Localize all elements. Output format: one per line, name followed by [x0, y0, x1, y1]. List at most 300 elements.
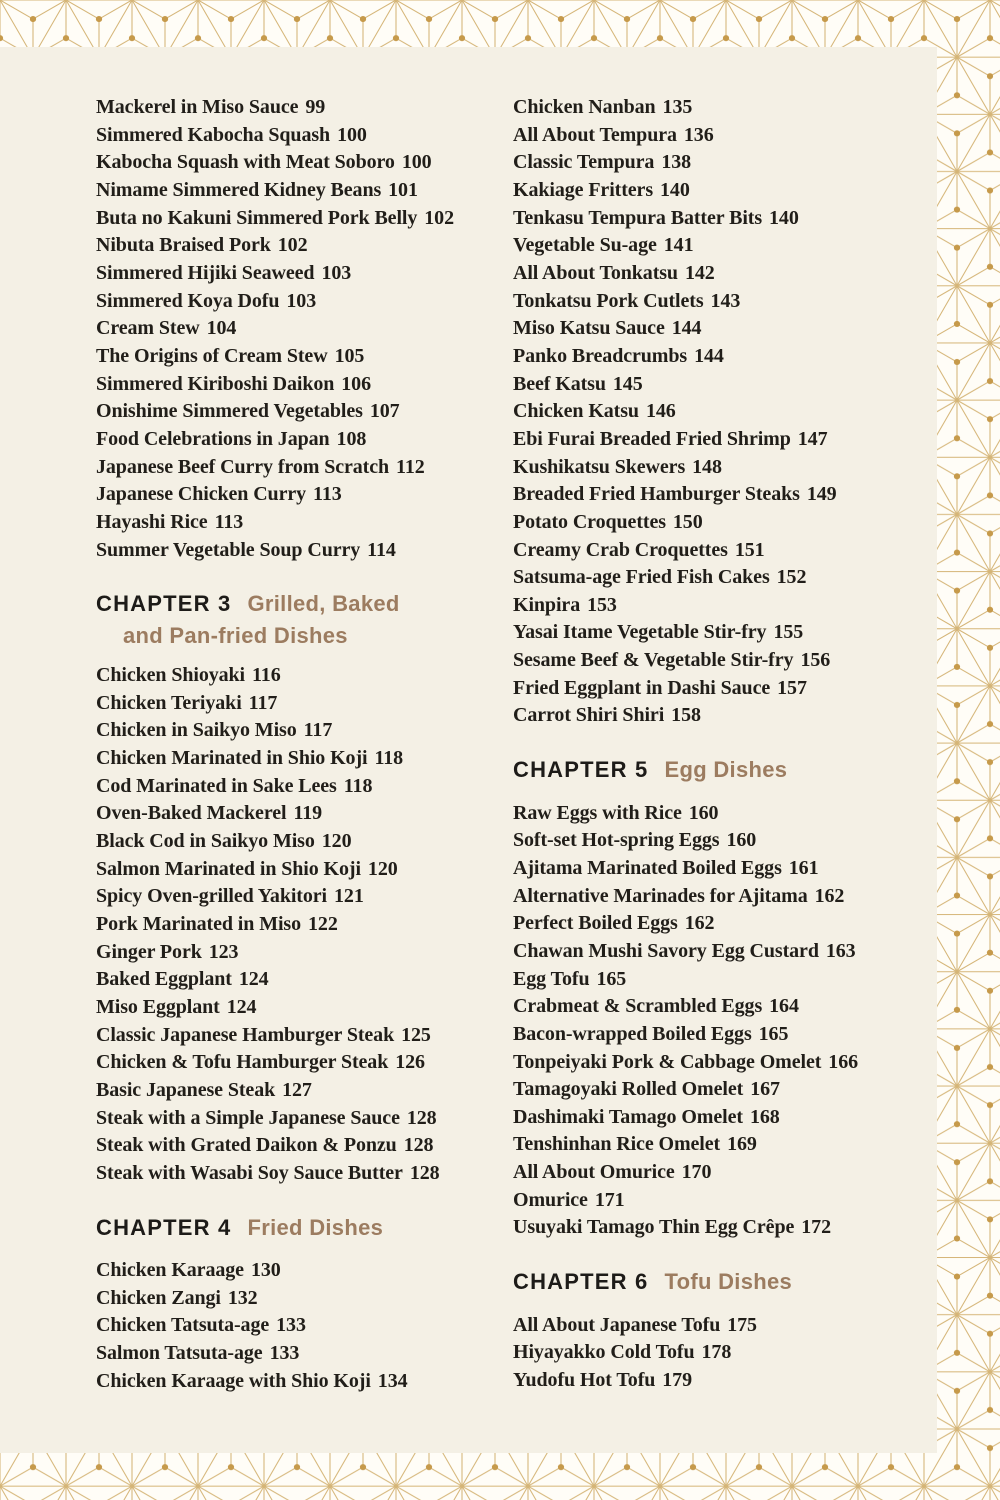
entry-title: Sesame Beef & Vegetable Stir-fry: [513, 649, 794, 672]
toc-block: [96, 205, 513, 233]
entry-title: Chicken Nanban: [513, 96, 656, 118]
entry-page-number: 144: [694, 344, 724, 367]
entry-title: Yudofu Hot Tofu: [513, 1368, 656, 1391]
entry-page-number: 117: [303, 719, 333, 742]
toc-entry: [513, 398, 937, 426]
toc-entry: [513, 827, 937, 855]
chapter-title: Grilled, Baked: [247, 591, 400, 617]
toc-block: [96, 1160, 513, 1188]
toc-entry: [96, 717, 513, 745]
entry-page-number: 99: [305, 96, 326, 118]
toc-entry: [513, 1339, 937, 1367]
toc-entry: [513, 564, 937, 592]
toc-entry: [513, 1159, 937, 1187]
toc-block: [513, 966, 937, 994]
toc-entry: [513, 177, 937, 205]
toc-entry: [96, 1312, 513, 1340]
entry-title: Chicken & Tofu Hamburger Steak: [96, 1051, 389, 1074]
entry-page-number: 160: [688, 801, 719, 824]
entry-title: Buta no Kakuni Simmered Pork Belly: [96, 206, 418, 229]
entry-page-number: 128: [409, 1161, 440, 1184]
entry-page-number: 128: [403, 1134, 434, 1157]
toc-entry: [96, 856, 513, 884]
entry-page-number: 103: [321, 261, 352, 284]
entry-title: Hiyayakko Cold Tofu: [513, 1341, 695, 1364]
entry-title: Tonkatsu Pork Cutlets: [513, 289, 704, 312]
entry-title: Japanese Beef Curry from Scratch: [96, 455, 390, 478]
toc-block: [513, 1049, 937, 1077]
entry-title: Nibuta Braised Pork: [96, 234, 271, 257]
toc-block: [513, 855, 937, 883]
entry-page-number: 175: [727, 1313, 757, 1336]
toc-block: [513, 883, 937, 911]
entry-page-number: 150: [672, 510, 703, 533]
entry-title: Japanese Chicken Curry: [96, 483, 307, 506]
toc-block: [513, 675, 937, 703]
entry-page-number: 120: [367, 857, 398, 880]
toc-block: [96, 509, 513, 537]
toc-block: [513, 1268, 937, 1300]
toc-block: [513, 938, 937, 966]
toc-entry: [513, 1104, 937, 1132]
entry-page-number: 126: [395, 1051, 425, 1074]
toc-block: [513, 94, 937, 122]
toc-block: [96, 773, 513, 801]
toc-entry: [513, 1076, 937, 1104]
chapter-heading: [96, 1214, 513, 1246]
toc-entry: [513, 260, 937, 288]
entry-page-number: 133: [269, 1342, 300, 1365]
entry-title: Raw Eggs with Rice: [513, 801, 682, 824]
entry-title: Potato Croquettes: [513, 510, 666, 533]
toc-block: [513, 315, 937, 343]
entry-title: Dashimaki Tamago Omelet: [513, 1105, 743, 1128]
entry-title: Oven-Baked Mackerel: [96, 802, 287, 825]
toc-block: [96, 717, 513, 745]
toc-entry: [96, 1368, 513, 1396]
toc-block: [96, 1132, 513, 1160]
toc-entry: [513, 966, 937, 994]
toc-block: [513, 177, 937, 205]
entry-title: All About Tonkatsu: [513, 261, 678, 284]
toc-block: [96, 883, 513, 911]
entry-title: Steak with Grated Daikon & Ponzu: [96, 1134, 397, 1157]
entry-title: Kabocha Squash with Meat Soboro: [96, 151, 395, 174]
entry-title: Ebi Furai Breaded Fried Shrimp: [513, 427, 791, 450]
entry-title: Cream Stew: [96, 317, 200, 340]
toc-entry: [513, 1214, 937, 1242]
toc-entry: [96, 883, 513, 911]
entry-title: Summer Vegetable Soup Curry: [96, 538, 361, 561]
toc-entry: [513, 1131, 937, 1159]
toc-entry: [96, 315, 513, 343]
toc-entry: [513, 509, 937, 537]
toc-block: [513, 1312, 937, 1340]
toc-block: [513, 454, 937, 482]
entry-title: Cod Marinated in Sake Lees: [96, 774, 337, 797]
entry-page-number: 146: [645, 400, 676, 423]
toc-entry: [96, 232, 513, 260]
toc-entry: [513, 537, 937, 565]
toc-column-left: [96, 94, 513, 1395]
toc-block: [96, 994, 513, 1022]
chapter-title: Tofu Dishes: [664, 1269, 793, 1295]
entry-page-number: 153: [587, 593, 617, 616]
toc-block: [96, 911, 513, 939]
entry-title: Tenkasu Tempura Batter Bits: [513, 206, 763, 229]
entry-title: Ginger Pork: [96, 940, 202, 963]
toc-entry: [96, 177, 513, 205]
entry-page-number: 169: [727, 1133, 757, 1156]
entry-title: Hayashi Rice: [96, 510, 208, 533]
toc-entry: [96, 1022, 513, 1050]
entry-page-number: 143: [710, 289, 741, 312]
entry-title: All About Japanese Tofu: [513, 1313, 721, 1336]
toc-block: [513, 509, 937, 537]
entry-title: Bacon-wrapped Boiled Eggs: [513, 1022, 752, 1045]
toc-entry: [96, 426, 513, 454]
toc-block: [513, 1076, 937, 1104]
toc-entry: [96, 800, 513, 828]
toc-block: [96, 398, 513, 426]
entry-page-number: 155: [773, 621, 804, 644]
toc-entry: [96, 690, 513, 718]
toc-entry: [96, 1105, 513, 1133]
toc-block: [513, 993, 937, 1021]
toc-block: [513, 910, 937, 938]
entry-title: Soft-set Hot-spring Eggs: [513, 829, 720, 852]
entry-page-number: 140: [769, 206, 799, 229]
toc-block: [513, 122, 937, 150]
toc-block: [513, 1367, 937, 1395]
toc-block: [96, 122, 513, 150]
entry-title: Mackerel in Miso Sauce: [96, 96, 299, 118]
toc-block: [513, 426, 937, 454]
toc-block: [513, 827, 937, 855]
entry-title: All About Omurice: [513, 1161, 675, 1184]
toc-block: [96, 856, 513, 884]
chapter-title: Fried Dishes: [247, 1214, 384, 1240]
toc-block: [96, 232, 513, 260]
entry-title: Satsuma-age Fried Fish Cakes: [513, 566, 770, 589]
toc-entry: [96, 1257, 513, 1285]
entry-title: Simmered Koya Dofu: [96, 289, 280, 312]
entry-page-number: 138: [661, 151, 692, 174]
entry-page-number: 167: [750, 1078, 780, 1101]
toc-block: [96, 1285, 513, 1313]
toc-block: [96, 149, 513, 177]
entry-page-number: 106: [341, 372, 371, 395]
chapter-title-line2: and Pan-fried Dishes: [123, 622, 348, 648]
entry-title: Basic Japanese Steak: [96, 1079, 276, 1101]
toc-block: [513, 702, 937, 730]
entry-page-number: 142: [684, 261, 715, 284]
entry-page-number: 164: [769, 995, 799, 1018]
toc-block: [96, 537, 513, 565]
entry-page-number: 144: [671, 317, 702, 340]
toc-block: [96, 260, 513, 288]
entry-page-number: 107: [369, 400, 400, 423]
toc-block: [96, 1049, 513, 1077]
entry-title: Beef Katsu: [513, 372, 606, 395]
entry-title: Vegetable Su-age: [513, 234, 657, 257]
entry-page-number: 158: [671, 704, 701, 727]
toc-block: [513, 592, 937, 620]
toc-entry: [513, 647, 937, 675]
entry-title: Fried Eggplant in Dashi Sauce: [513, 676, 771, 699]
entry-title: Salmon Marinated in Shio Koji: [96, 857, 361, 880]
toc-block: [513, 288, 937, 316]
entry-page-number: 135: [662, 96, 693, 118]
toc-entry: [513, 938, 937, 966]
entry-page-number: 108: [336, 427, 367, 450]
entry-page-number: 105: [334, 344, 365, 367]
entry-title: Steak with Wasabi Soy Sauce Butter: [96, 1161, 403, 1184]
entry-page-number: 140: [660, 178, 690, 201]
entry-title: Baked Eggplant: [96, 968, 232, 991]
entry-page-number: 122: [308, 913, 338, 936]
entry-page-number: 179: [662, 1368, 692, 1391]
toc-block: [96, 343, 513, 371]
entry-page-number: 120: [321, 830, 352, 853]
entry-page-number: 127: [282, 1079, 312, 1101]
toc-entry: [96, 1077, 513, 1105]
entry-title: Chicken Karaage: [96, 1259, 244, 1282]
chapter-label: CHAPTER 4: [96, 1214, 232, 1240]
entry-title: Classic Japanese Hamburger Steak: [96, 1023, 395, 1046]
toc-entry: [513, 910, 937, 938]
entry-page-number: 152: [776, 566, 807, 589]
entry-title: Chicken in Saikyo Miso: [96, 719, 297, 742]
toc-block: [513, 800, 937, 828]
entry-page-number: 121: [334, 885, 364, 908]
chapter-heading: [96, 590, 513, 650]
toc-entry: [96, 911, 513, 939]
entry-title: Miso Katsu Sauce: [513, 317, 665, 340]
entry-page-number: 151: [734, 538, 765, 561]
entry-page-number: 162: [684, 912, 715, 935]
entry-page-number: 147: [797, 427, 828, 450]
entry-page-number: 102: [277, 234, 308, 257]
chapter-heading: [513, 756, 937, 788]
entry-title: Onishime Simmered Vegetables: [96, 400, 363, 423]
entry-page-number: 124: [226, 996, 257, 1019]
toc-block: [513, 647, 937, 675]
toc-entry: [96, 966, 513, 994]
entry-title: Yasai Itame Vegetable Stir-fry: [513, 621, 767, 644]
entry-page-number: 100: [337, 123, 367, 146]
table-of-contents: [96, 0, 937, 1395]
entry-title: Chicken Tatsuta-age: [96, 1314, 270, 1337]
entry-page-number: 168: [749, 1105, 780, 1128]
entry-title: Tenshinhan Rice Omelet: [513, 1133, 721, 1156]
toc-block: [513, 1187, 937, 1215]
entry-title: Chawan Mushi Savory Egg Custard: [513, 939, 819, 962]
entry-title: Kinpira: [513, 593, 581, 616]
entry-page-number: 136: [683, 123, 714, 146]
toc-entry: [513, 800, 937, 828]
entry-title: Tamagoyaki Rolled Omelet: [513, 1078, 744, 1101]
toc-block: [96, 939, 513, 967]
toc-entry: [96, 481, 513, 509]
toc-block: [96, 1105, 513, 1133]
toc-block: [96, 481, 513, 509]
toc-entry: [513, 481, 937, 509]
entry-page-number: 100: [401, 151, 432, 174]
toc-entry: [513, 1367, 937, 1395]
toc-entry: [513, 149, 937, 177]
entry-title: Alternative Marinades for Ajitama: [513, 884, 808, 907]
entry-page-number: 132: [227, 1286, 258, 1309]
chapter-heading: [513, 1268, 937, 1300]
entry-page-number: 133: [276, 1314, 306, 1337]
toc-block: [96, 800, 513, 828]
toc-entry: [513, 315, 937, 343]
toc-block: [96, 1257, 513, 1285]
entry-title: Chicken Karaage with Shio Koji: [96, 1369, 371, 1392]
entry-page-number: 119: [293, 802, 323, 825]
toc-block: [96, 1312, 513, 1340]
toc-entry: [96, 773, 513, 801]
entry-title: Omurice: [513, 1188, 588, 1211]
toc-entry: [513, 1312, 937, 1340]
toc-block: [96, 745, 513, 773]
toc-entry: [513, 1187, 937, 1215]
entry-page-number: 166: [828, 1050, 858, 1073]
toc-entry: [96, 994, 513, 1022]
toc-block: [513, 537, 937, 565]
toc-block: [513, 1021, 937, 1049]
entry-page-number: 130: [250, 1259, 281, 1282]
entry-page-number: 148: [692, 455, 722, 478]
chapter-label: CHAPTER 3: [96, 591, 232, 617]
toc-entry: [96, 343, 513, 371]
chapter-label: CHAPTER 6: [513, 1269, 649, 1295]
entry-title: Chicken Teriyaki: [96, 691, 242, 714]
entry-page-number: 112: [396, 455, 425, 478]
entry-title: Kushikatsu Skewers: [513, 455, 686, 478]
entry-page-number: 145: [612, 372, 643, 395]
entry-title: The Origins of Cream Stew: [96, 344, 328, 367]
toc-block: [96, 288, 513, 316]
entry-page-number: 178: [701, 1341, 732, 1364]
entry-title: All About Tempura: [513, 123, 677, 146]
toc-block: [96, 1340, 513, 1368]
border-right-strip: [937, 0, 1000, 1500]
entry-page-number: 117: [248, 691, 278, 714]
toc-column-right: [513, 94, 937, 1395]
entry-page-number: 134: [377, 1369, 408, 1392]
toc-block: [513, 260, 937, 288]
entry-title: Panko Breadcrumbs: [513, 344, 688, 367]
toc-entry: [513, 592, 937, 620]
toc-block: [96, 590, 513, 650]
toc-entry: [513, 232, 937, 260]
toc-block: [96, 662, 513, 690]
border-bottom-band: [0, 1453, 1000, 1500]
entry-title: Black Cod in Saikyo Miso: [96, 830, 315, 853]
toc-block: [513, 1104, 937, 1132]
entry-title: Simmered Kabocha Squash: [96, 123, 331, 146]
entry-title: Chicken Zangi: [96, 1286, 221, 1309]
entry-title: Creamy Crab Croquettes: [513, 538, 728, 561]
toc-entry: [513, 343, 937, 371]
entry-title: Chicken Katsu: [513, 400, 639, 423]
toc-block: [96, 94, 513, 122]
entry-title: Steak with a Simple Japanese Sauce: [96, 1106, 400, 1129]
entry-page-number: 163: [825, 939, 856, 962]
entry-title: Salmon Tatsuta-age: [96, 1342, 263, 1365]
entry-title: Crabmeat & Scrambled Eggs: [513, 995, 763, 1018]
toc-block: [513, 481, 937, 509]
toc-entry: [513, 94, 937, 122]
toc-block: [513, 1214, 937, 1242]
entry-page-number: 156: [800, 649, 831, 672]
entry-title: Nimame Simmered Kidney Beans: [96, 178, 382, 201]
toc-entry: [96, 288, 513, 316]
entry-page-number: 116: [252, 664, 281, 687]
toc-entry: [96, 371, 513, 399]
entry-title: Simmered Hijiki Seaweed: [96, 261, 315, 284]
toc-block: [513, 1159, 937, 1187]
entry-page-number: 125: [401, 1023, 431, 1046]
entry-title: Chicken Marinated in Shio Koji: [96, 747, 368, 770]
toc-entry: [96, 939, 513, 967]
toc-entry: [96, 745, 513, 773]
entry-page-number: 160: [726, 829, 757, 852]
entry-page-number: 113: [313, 483, 342, 506]
toc-entry: [96, 260, 513, 288]
toc-block: [96, 690, 513, 718]
toc-block: [513, 619, 937, 647]
entry-page-number: 161: [788, 856, 819, 879]
toc-entry: [96, 1049, 513, 1077]
entry-title: Classic Tempura: [513, 151, 655, 174]
entry-title: Chicken Shioyaki: [96, 664, 246, 687]
entry-page-number: 141: [663, 234, 694, 257]
entry-page-number: 113: [214, 510, 244, 533]
toc-block: [513, 371, 937, 399]
toc-entry: [96, 1160, 513, 1188]
toc-entry: [513, 855, 937, 883]
entry-page-number: 104: [206, 317, 237, 340]
toc-entry: [513, 205, 937, 233]
toc-block: [513, 398, 937, 426]
toc-block: [513, 343, 937, 371]
toc-block: [513, 205, 937, 233]
entry-page-number: 101: [388, 178, 418, 201]
entry-title: Egg Tofu: [513, 967, 590, 990]
toc-entry: [96, 1132, 513, 1160]
entry-page-number: 124: [238, 968, 269, 991]
toc-entry: [96, 398, 513, 426]
entry-title: Usuyaki Tamago Thin Egg Crêpe: [513, 1216, 795, 1239]
entry-title: Carrot Shiri Shiri: [513, 704, 665, 727]
toc-entry: [96, 509, 513, 537]
entry-page-number: 103: [286, 289, 317, 312]
toc-block: [513, 1131, 937, 1159]
entry-page-number: 128: [406, 1106, 437, 1129]
toc-block: [96, 966, 513, 994]
toc-entry: [513, 1049, 937, 1077]
entry-title: Ajitama Marinated Boiled Eggs: [513, 856, 782, 879]
entry-title: Simmered Kiriboshi Daikon: [96, 372, 335, 395]
toc-entry: [96, 828, 513, 856]
entry-title: Miso Eggplant: [96, 996, 220, 1019]
toc-block: [513, 564, 937, 592]
toc-entry: [96, 662, 513, 690]
toc-entry: [96, 537, 513, 565]
